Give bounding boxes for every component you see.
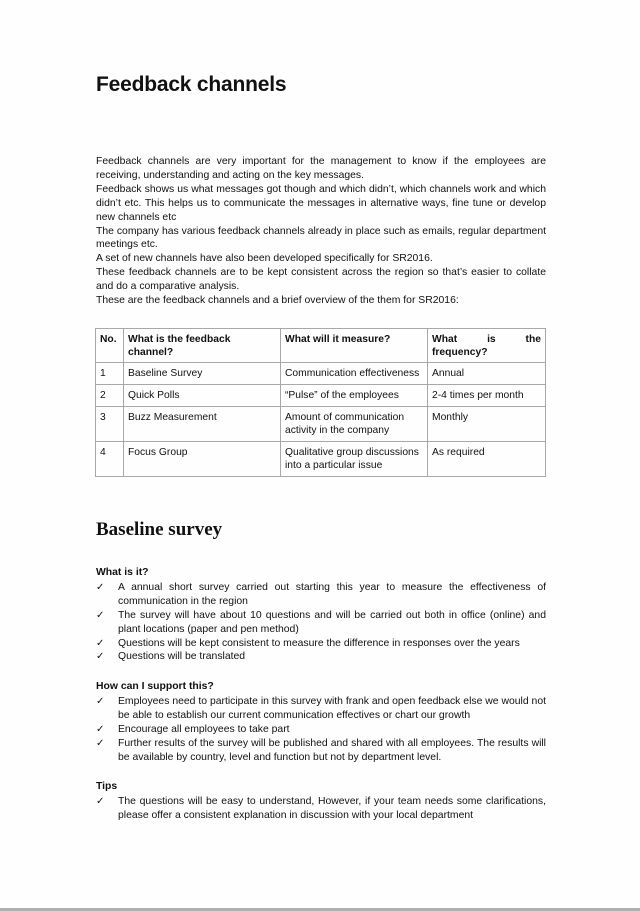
list-item-text: Questions will be translated [118,651,246,663]
intro-paragraph: Feedback shows us what messages got though and which didn’t, which channels work and which didn’t etc. This helps us to communicate the messages in alternative ways, fine tune or develop new channels etc [96,183,546,223]
table-row [96,385,546,407]
header-no: No. [96,329,124,363]
list-item-text: The questions will be easy to understand, However, if your team needs some clarifications, please offer a consistent explanation in discussion with your local department [118,795,546,821]
feedback-channels-table [95,328,546,477]
checkmark-icon: ✓ [96,737,105,749]
checkmark-icon: ✓ [96,651,105,663]
cell-no: 1 [96,363,124,385]
table-header-row [96,329,546,363]
intro-paragraph: A set of new channels have also been developed specifically for SR2016. [96,253,433,265]
cell-frequency: As required [428,442,546,477]
cell-channel: Quick Polls [124,385,281,407]
list-item-text: A annual short survey carried out starting this year to measure the effectiveness of communication in the region [118,581,546,607]
cell-frequency: Monthly [428,407,546,442]
subsection-tips [96,780,546,823]
intro-paragraph: Feedback channels are very important for the management to know if the employees are receiving, understanding and acting on the key messages. [96,156,546,181]
checkmark-icon: ✓ [96,581,105,593]
subsection-heading: What is it? [96,567,149,578]
intro-text [96,155,546,308]
cell-frequency: Annual [428,363,546,385]
list-item [96,650,546,664]
intro-paragraph: These are the feedback channels and a brief overview of the them for SR2016: [96,295,459,307]
checkmark-icon: ✓ [96,723,105,735]
list-item [96,581,546,609]
cell-no: 2 [96,385,124,407]
cell-measure: Qualitative group discussions into a particular issue [281,442,428,477]
cell-no: 3 [96,407,124,442]
bullet-list [96,795,546,823]
table-row [96,363,546,385]
header-channel: What is the feedback channel? [124,329,281,363]
list-item [96,609,546,637]
subsection-how-can-i-support [96,680,546,764]
list-item-text: Further results of the survey will be published and shared with all employees. The results will be available by country, level and function but not by department level. [118,737,546,763]
list-item-text: Questions will be kept consistent to measure the difference in responses over the years [118,637,520,649]
cell-channel: Focus Group [124,442,281,477]
list-item [96,723,546,737]
list-item [96,737,546,765]
checkmark-icon: ✓ [96,795,105,807]
checkmark-icon: ✓ [96,637,105,649]
bullet-list [96,695,546,765]
list-item [96,695,546,723]
subsection-heading: How can I support this? [96,681,214,692]
intro-paragraph: These feedback channels are to be kept consistent across the region so that’s easier to collate and do a comparative analysis. [96,267,546,293]
subsection-what-is-it [96,566,546,664]
list-item-text: Encourage all employees to take part [118,723,290,735]
cell-no: 4 [96,442,124,477]
section-title: Baseline survey [96,519,223,540]
cell-measure: Amount of communication activity in the company [281,407,428,442]
header-measure: What will it measure? [281,329,428,363]
page-title: Feedback channels [96,73,287,96]
checkmark-icon: ✓ [96,609,105,621]
intro-paragraph: The company has various feedback channels already in place such as emails, regular department meetings etc. [96,225,546,251]
list-item-text: Employees need to participate in this survey with frank and open feedback else we would not be able to establish our current communication effectives or chart our growth [118,695,546,721]
cell-channel: Buzz Measurement [124,407,281,442]
list-item [96,637,546,651]
cell-measure: Communication effectiveness [281,363,428,385]
cell-channel: Baseline Survey [124,363,281,385]
list-item [96,795,546,823]
header-frequency: What is the frequency? [428,329,546,363]
table-row [96,442,546,477]
table-row [96,407,546,442]
bullet-list [96,581,546,664]
subsection-heading: Tips [96,781,118,792]
list-item-text: The survey will have about 10 questions and will be carried out both in office (online) and plant locations (paper and pen method) [118,609,546,635]
checkmark-icon: ✓ [96,695,105,707]
cell-measure: “Pulse” of the employees [281,385,428,407]
cell-frequency: 2-4 times per month [428,385,546,407]
